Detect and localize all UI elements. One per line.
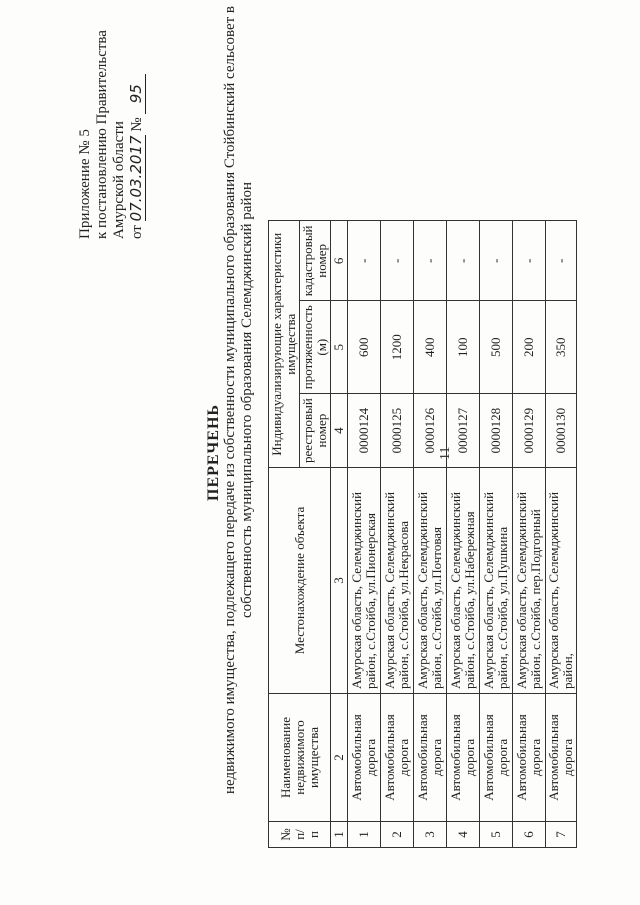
row-reg-number: 0000127 xyxy=(447,394,480,468)
col-number-4: 4 xyxy=(331,394,348,468)
row-num: 3 xyxy=(414,822,447,848)
column-number-row xyxy=(331,221,348,848)
row-length: 200 xyxy=(513,301,546,394)
table-row xyxy=(414,221,447,848)
appendix-line-3: Амурской области xyxy=(111,121,127,239)
row-location: Амурская область, Селемджинский район, с.Стойба, ул.Пионерская xyxy=(348,468,381,694)
handwritten-date: 07.03.2017 xyxy=(127,135,145,222)
appendix-block xyxy=(77,30,146,239)
table-row xyxy=(447,221,480,848)
table-row xyxy=(513,221,546,848)
row-name: Автомобильная дорога xyxy=(414,694,447,822)
row-reg-number: 0000125 xyxy=(381,394,414,468)
header-length: протяженность (м) xyxy=(300,301,331,394)
col-number-2: 2 xyxy=(331,694,348,822)
table-row xyxy=(381,221,414,848)
col-number-3: 3 xyxy=(331,468,348,694)
row-num: 7 xyxy=(546,822,577,848)
appendix-date-line xyxy=(128,30,146,239)
page-number: 11 xyxy=(438,446,453,460)
row-location: Амурская область, Селемджинский район, с.Стойба, ул.Некрасова xyxy=(381,468,414,694)
row-name: Автомобильная дорога xyxy=(513,694,546,822)
col-number-5: 5 xyxy=(331,301,348,394)
header-location: Местонахождение объекта xyxy=(269,468,331,694)
row-reg-number: 0000128 xyxy=(480,394,513,468)
row-length: 350 xyxy=(546,301,577,394)
row-num: 4 xyxy=(447,822,480,848)
row-num: 1 xyxy=(348,822,381,848)
row-length: 100 xyxy=(447,301,480,394)
row-location: Амурская область, Селемджинский район, с.Стойба, ул.Набережная xyxy=(447,468,480,694)
appendix-line-1: Приложение № 5 xyxy=(77,129,93,239)
row-location: Амурская область, Селемджинский район, xyxy=(546,468,577,694)
row-length: 600 xyxy=(348,301,381,394)
row-num: 5 xyxy=(480,822,513,848)
date-prefix: от xyxy=(129,225,145,239)
appendix-line-2: к постановлению Правительства xyxy=(94,30,110,239)
table-row xyxy=(546,221,577,848)
row-num: 2 xyxy=(381,822,414,848)
row-cadastral: - xyxy=(381,221,414,301)
row-location: Амурская область, Селемджинский район, с.Стойба, ул.Пушкина xyxy=(480,468,513,694)
row-cadastral: - xyxy=(414,221,447,301)
row-num: 6 xyxy=(513,822,546,848)
row-location: Амурская область, Селемджинский район, с.Стойба, ул.Почтовая xyxy=(414,468,447,694)
row-reg-number: 0000124 xyxy=(348,394,381,468)
row-name: Автомобильная дорога xyxy=(546,694,577,822)
header-cadastral: кадастровый номер xyxy=(300,221,331,301)
header-num: № п/п xyxy=(269,822,331,848)
col-number-1: 1 xyxy=(331,822,348,848)
number-prefix: № xyxy=(129,117,145,132)
row-cadastral: - xyxy=(546,221,577,301)
row-name: Автомобильная дорога xyxy=(348,694,381,822)
header-reg-number: реестровый номер xyxy=(300,394,331,468)
row-name: Автомобильная дорога xyxy=(480,694,513,822)
row-name: Автомобильная дорога xyxy=(381,694,414,822)
row-length: 400 xyxy=(414,301,447,394)
header-characteristics: Индивидуализирующие характеристики имущества xyxy=(269,221,300,468)
row-reg-number: 0000130 xyxy=(546,394,577,468)
row-cadastral: - xyxy=(480,221,513,301)
row-location: Амурская область, Селемджинский район, с.Стойба, пер.Подгорный xyxy=(513,468,546,694)
header-name: Наименование недвижимого имущества xyxy=(269,694,331,822)
row-length: 1200 xyxy=(381,301,414,394)
row-cadastral: - xyxy=(513,221,546,301)
handwritten-number: 95 xyxy=(128,74,146,114)
col-number-6: 6 xyxy=(331,221,348,301)
document-title: ПЕРЕЧЕНЬ xyxy=(205,404,222,501)
row-cadastral: - xyxy=(348,221,381,301)
row-reg-number: 0000126 xyxy=(414,394,447,468)
row-cadastral: - xyxy=(447,221,480,301)
table-row xyxy=(480,221,513,848)
row-reg-number: 0000129 xyxy=(513,394,546,468)
row-name: Автомобильная дорога xyxy=(447,694,480,822)
table-row xyxy=(348,221,381,848)
row-length: 500 xyxy=(480,301,513,394)
property-table xyxy=(268,220,577,848)
document-subtitle: недвижимого имущества, подлежащего передаче из собственности муниципального образования Стойбинский сельсовет в собственность муниципального образования Селемджинский район xyxy=(222,6,255,795)
